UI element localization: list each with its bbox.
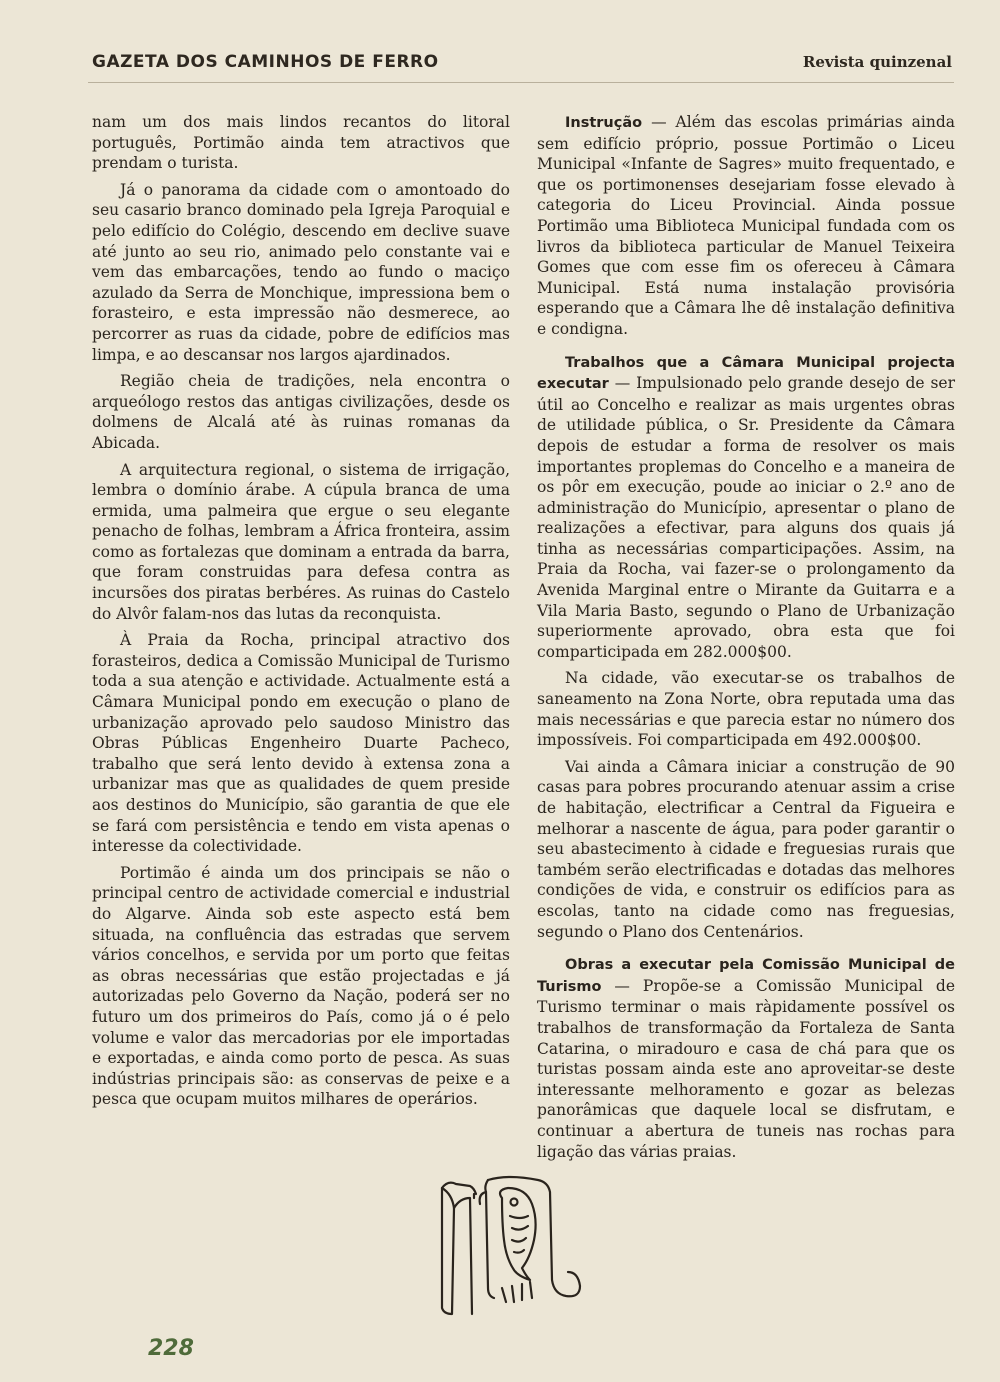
section-text: — Além das escolas primárias ainda sem edifício próprio, possue Portimão o Liceu Municipal «Infante de Sagres» muito frequentado, e que os portimonenses desejariam fosse elevado à categoria do Liceu Provincial. Ainda possue Portimão uma Biblioteca Municipal fundada com os livros da biblioteca particular de Manuel Teixeira Gomes que com esse fim os ofereceu à Câmara Municipal. Está numa instalação provisória esperando que a Câmara lhe dê instalação definitiva e condigna. xyxy=(537,113,955,338)
section-instrucao xyxy=(537,112,955,340)
paragraph: nam um dos mais lindos recantos do litoral português, Portimão ainda tem atractivos que prendam o turista. xyxy=(92,113,510,173)
paragraph: Na cidade, vão executar-se os trabalhos de saneamento na Zona Norte, obra reputada uma das mais necessárias e que parecia estar no número dos impossíveis. Foi comparticipada em 492.000$00. xyxy=(537,669,955,750)
fish-illustration-icon xyxy=(430,1168,590,1320)
header-rule xyxy=(88,82,954,83)
paragraph: Vai ainda a Câmara iniciar a construção de 90 casas para pobres procurando atenuar assim a crise de habitação, electrificar a Central da Figueira e melhorar a nascente de água, para poder garantir o seu abastecimento à cidade e freguesias rurais que também serão electrificadas e dotadas das melhores condições de vida, e construir os edifícios para as escolas, tanto na cidade como nas freguesias, segundo o Plano dos Centenários. xyxy=(537,757,955,941)
paragraph: Já o panorama da cidade com o amontoado do seu casario branco dominado pela Igreja Paroquial e pelo edifício do Colégio, descendo em declive suave até junto ao seu rio, animado pelo constante vai e vem das embarcações, tendo ao fundo o maciço azulado da Serra de Monchique, impressiona bem o forasteiro, e esta impressão não desmerece, ao percorrer as ruas da cidade, pobre de edifícios mas limpa, e ao descansar nos largos ajardinados. xyxy=(92,180,510,364)
paragraph: À Praia da Rocha, principal atractivo dos forasteiros, dedica a Comissão Municipal de Turismo toda a sua atenção e actividade. Actualmente está a Câmara Municipal pondo em execução o plano de urbanização aprovado pelo saudoso Ministro das Obras Públicas Engenheiro Duarte Pacheco, trabalho que será lento devido à extensa zona a urbanizar mas que as qualidades de quem preside aos destinos do Município, são garantia de que ele se fará com persistência e tendo em vista apenas o interesse da colectividade. xyxy=(92,631,511,856)
section-heading: Trabalhos que a Câmara Municipal projecta executar xyxy=(537,354,955,393)
left-column xyxy=(92,112,510,1116)
paragraph: A arquitectura regional, o sistema de irrigação, lembra o domínio árabe. A cúpula branca de uma ermida, uma palmeira que ergue o seu elegante penacho de folhas, lembram a África fronteira, assim como as fortalezas que dominam a entrada da barra, que foram construidas para defesa contra as incursões dos piratas berbéres. As ruinas do Castelo do Alvôr falam-nos das lutas da reconquista. xyxy=(92,460,510,623)
paragraph: Região cheia de tradições, nela encontra o arqueólogo restos das antigas civilizações, desde os dolmens de Alcalá até às ruinas romanas da Abicada. xyxy=(92,372,510,452)
section-heading: Obras a executar pela Comissão Municipal de Turismo xyxy=(537,957,955,995)
section-text: — Propõe-se a Comissão Municipal de Turismo terminar o mais ràpidamente possível os trabalhos de transformação da Fortaleza de Santa Catarina, o miradouro e casa de chá para que os turistas possam ainda este ano aproveitar-se deste interessante melhoramento e gozar as belezas panorâmicas que daquele local se disfrutam, e continuar a abertura de tuneis nas rochas para ligação das várias praias. xyxy=(537,976,955,1161)
section-obras xyxy=(537,954,955,1162)
right-column xyxy=(537,112,955,1168)
section-heading: Instrução xyxy=(565,115,643,131)
paragraph: Portimão é ainda um dos principais se não o principal centro de actividade comercial e industrial do Algarve. Ainda sob este aspecto está bem situada, na confluência das estradas que servem vários concelhos, e servida por um porto que feitas as obras necessárias que estão projectadas e já autorizadas pelo Governo da Nação, poderá ser no futuro um dos primeiros do País, como já o é pelo volume e valor das mercadorias por ele importadas e exportadas, e ainda como porto de pesca. As suas indústrias principais são: as conservas de peixe e a pesca que ocupam muitos milhares de operários. xyxy=(92,863,510,1109)
section-trabalhos xyxy=(537,352,955,663)
journal-title: GAZETA DOS CAMINHOS DE FERRO xyxy=(92,52,439,72)
page-number: 228 xyxy=(148,1336,194,1361)
section-text: — Impulsionado pelo grande desejo de ser útil ao Concelho e realizar as mais urgentes obras de utilidade pública, o Sr. Presidente da Câmara depois de estudar a forma de resolver os mais importantes proplemas do Concelho e a maneira de os pôr em execução, poude ao iniciar o 2.º ano de administração do Município, apresentar o plano de realizações a efectivar, para alguns dos quais já tinha as necessárias comparticipações. Assim, na Praia da Rocha, vai fazer-se o prolongamento da Avenida Marginal entre o Mirante da Guitarra e a Vila Maria Basto, segundo o Plano de Urbanização superiormente aprovado, obra esta que foi comparticipada em 282.000$00. xyxy=(537,374,955,661)
section-label: Revista quinzenal xyxy=(802,53,952,71)
